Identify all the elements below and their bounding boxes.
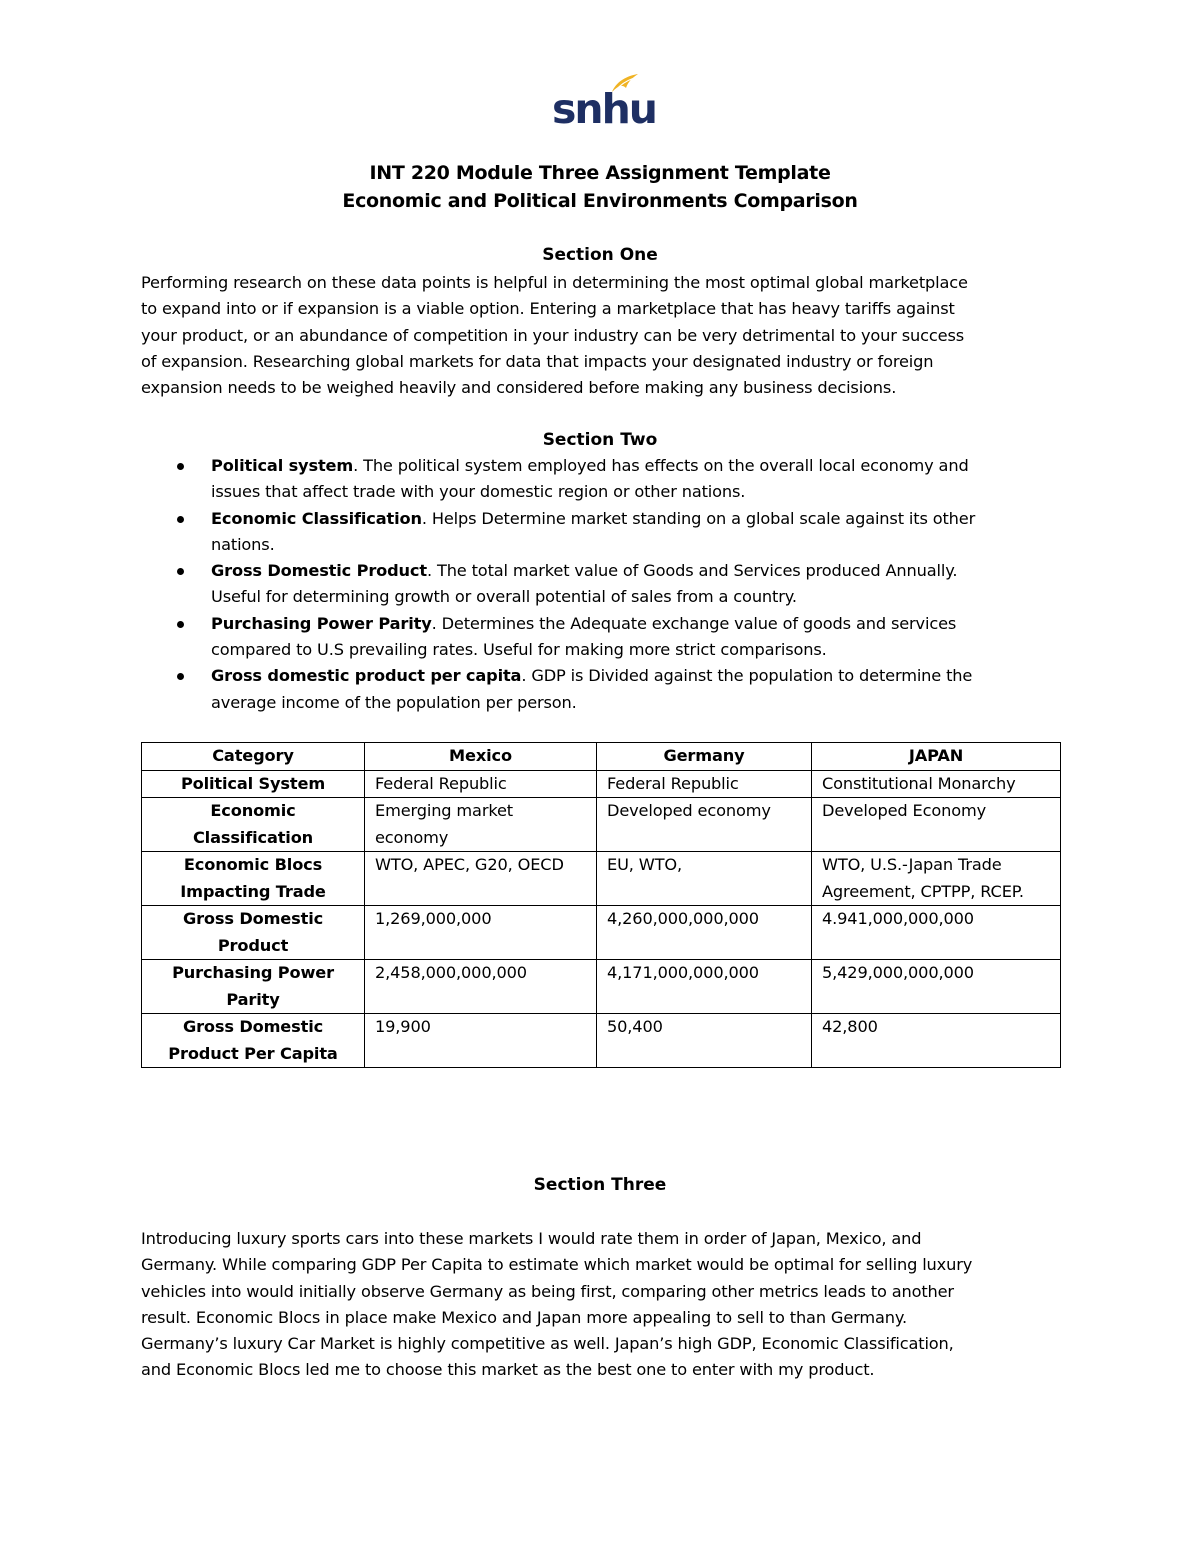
- title-line-1: INT 220 Module Three Assignment Template: [369, 162, 831, 184]
- term-definition: . The political system employed has effects on the overall local economy and: [353, 456, 969, 475]
- cell-germany: Federal Republic: [597, 770, 812, 798]
- list-item: [141, 611, 1041, 664]
- bullet-icon: [177, 673, 184, 680]
- bullet-icon: [177, 568, 184, 575]
- paragraph-line: Germany. While comparing GDP Per Capita to estimate which market would be optimal for selling luxury: [141, 1255, 973, 1275]
- table-row: [142, 852, 1061, 906]
- term-definition-continued: average income of the population per person.: [211, 692, 577, 712]
- cell-germany: 4,171,000,000,000: [597, 960, 812, 1014]
- cell-japan: 4.941,000,000,000: [812, 906, 1061, 960]
- table-row: [142, 960, 1061, 1014]
- cell-japan: 5,429,000,000,000: [812, 960, 1061, 1014]
- section-one-heading: Section One: [542, 245, 658, 265]
- paragraph-line: your product, or an abundance of competition in your industry can be very detrimental to your success: [141, 325, 965, 345]
- term-label: Economic Classification: [211, 508, 422, 528]
- row-category: Gross Domestic Product Per Capita: [142, 1014, 365, 1068]
- section-three-heading: Section Three: [533, 1175, 667, 1195]
- paragraph-line: to expand into or if expansion is a viable option. Entering a marketplace that has heavy tariffs against: [141, 299, 955, 319]
- row-category: Economic Blocs Impacting Trade: [142, 852, 365, 906]
- term-label: Gross domestic product per capita: [211, 666, 522, 686]
- term-definition: . The total market value of Goods and Services produced Annually.: [426, 561, 958, 581]
- table-row: [142, 770, 1061, 798]
- list-item: [141, 506, 1041, 559]
- paragraph-line: expansion needs to be weighed heavily and considered before making any business decisions.: [141, 378, 897, 398]
- row-category: Gross Domestic Product: [142, 906, 365, 960]
- term-label: Purchasing Power Parity: [211, 613, 432, 633]
- list-item: [141, 558, 1041, 611]
- list-item: [141, 453, 1041, 506]
- column-header-germany: Germany: [597, 743, 812, 771]
- row-category: Political System: [142, 770, 365, 798]
- cell-mexico: Federal Republic: [365, 770, 597, 798]
- bullet-icon: [177, 516, 184, 523]
- paragraph-line: result. Economic Blocs in place make Mexico and Japan more appealing to sell to than Germany.: [141, 1307, 907, 1327]
- row-category: Purchasing Power Parity: [142, 960, 365, 1014]
- logo-wordmark: snhu: [552, 85, 656, 133]
- paragraph-line: Germany’s luxury Car Market is highly competitive as well. Japan’s high GDP, Economic Classification,: [141, 1334, 954, 1354]
- paragraph-line: Performing research on these data points is helpful in determining the most optimal global marketplace: [141, 273, 968, 292]
- cell-germany: EU, WTO,: [597, 852, 812, 906]
- paragraph-line: of expansion. Researching global markets for data that impacts your designated industry or foreign: [141, 351, 934, 371]
- section-three-paragraph: [141, 1226, 1059, 1384]
- cell-germany: Developed economy: [597, 798, 812, 852]
- definitions-list: [141, 453, 1041, 716]
- column-header-category: Category: [142, 743, 365, 771]
- term-definition-continued: issues that affect trade with your domestic region or other nations.: [211, 482, 746, 502]
- column-header-mexico: Mexico: [365, 743, 597, 771]
- cell-japan: Constitutional Monarchy: [812, 770, 1061, 798]
- bullet-icon: [177, 621, 184, 628]
- term-definition-continued: nations.: [211, 534, 275, 554]
- cell-germany: 4,260,000,000,000: [597, 906, 812, 960]
- table-header-row: [142, 743, 1061, 771]
- paragraph-line: and Economic Blocs led me to choose this market as the best one to enter with my product.: [141, 1360, 875, 1380]
- section-two-heading: Section Two: [542, 430, 658, 450]
- paragraph-line: Introducing luxury sports cars into these markets I would rate them in order of Japan, Mexico, and: [141, 1229, 922, 1248]
- snhu-logo: [552, 72, 656, 134]
- term-definition: . Helps Determine market standing on a global scale against its other: [421, 508, 976, 528]
- cell-mexico: Emerging market economy: [365, 798, 597, 852]
- title-line-2: Economic and Political Environments Comparison: [342, 190, 858, 212]
- term-definition: . GDP is Divided against the population to determine the: [521, 666, 973, 686]
- cell-germany: 50,400: [597, 1014, 812, 1068]
- row-category: Economic Classification: [142, 798, 365, 852]
- table-row: [142, 906, 1061, 960]
- section-one-paragraph: [141, 270, 1059, 401]
- term-definition-continued: Useful for determining growth or overall potential of sales from a country.: [211, 587, 797, 607]
- bullet-icon: [177, 463, 184, 470]
- cell-japan: Developed Economy: [812, 798, 1061, 852]
- cell-mexico: 19,900: [365, 1014, 597, 1068]
- list-item: [141, 663, 1041, 716]
- term-definition: . Determines the Adequate exchange value of goods and services: [431, 613, 957, 633]
- column-header-japan: JAPAN: [812, 743, 1061, 771]
- table-row: [142, 798, 1061, 852]
- cell-mexico: WTO, APEC, G20, OECD: [365, 852, 597, 906]
- cell-japan: WTO, U.S.-Japan Trade Agreement, CPTPP, RCEP.: [812, 852, 1061, 906]
- paragraph-line: vehicles into would initially observe Germany as being first, comparing other metrics leads to another: [141, 1281, 954, 1301]
- cell-mexico: 1,269,000,000: [365, 906, 597, 960]
- document-title: [0, 159, 1200, 215]
- cell-mexico: 2,458,000,000,000: [365, 960, 597, 1014]
- comparison-table: [141, 742, 1061, 1068]
- cell-japan: 42,800: [812, 1014, 1061, 1068]
- term-definition-continued: compared to U.S prevailing rates. Useful for making more strict comparisons.: [211, 640, 827, 660]
- term-label: Gross Domestic Product: [211, 561, 427, 581]
- term-label: Political system: [211, 456, 354, 475]
- table-row: [142, 1014, 1061, 1068]
